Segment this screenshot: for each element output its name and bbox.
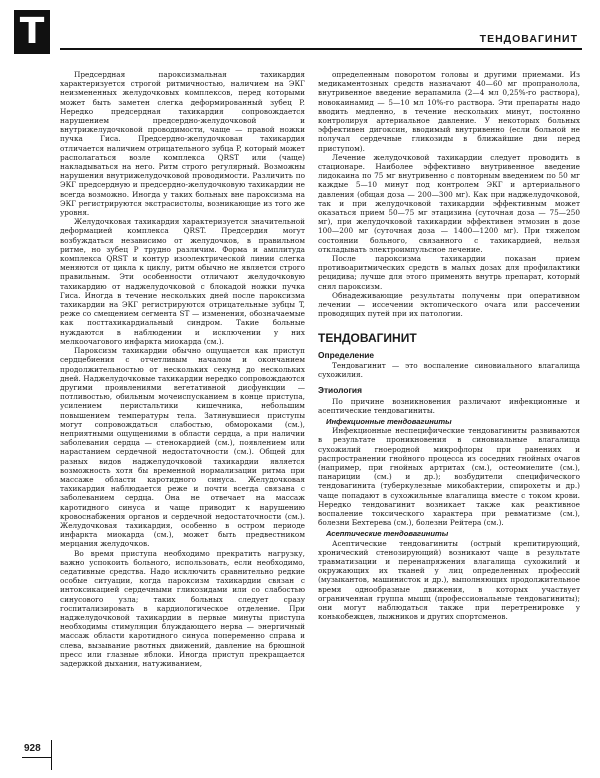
etiology-heading: Этиология — [318, 385, 362, 396]
infectious-text: Инфекционные неспецифические тендовагиниты развиваются в результате проникновения в синовиальные влагалища сухожилий гноеродной микрофлоры при ранениях и распространении гнойного процесса из соседних гнойных очагов (например, при гнойных артритах (см.), остеомиелите (см.), панариции (см.) и др.); возбудители специфического тендовагинита (туберкулезные микобактерии, спирохеты и др.) чаще попадают в сухожильные влагалища вместе с током крови. Нередко тендовагинит возникает также как реактивное воспаление токсического характера при ревматизме (см.), болезни Бехтерева (см.), болезни Рейтера (см.). — [318, 426, 580, 528]
paragraph: Пароксизм тахикардии обычно ощущается как приступ сердцебиения с отчетливым началом и окончанием продолжительностью от нескольких секунд до нескольких дней. Наджелудочковые тахикардии нередко сопровождаются другими проявлениями вегетативной дисфункции — потливостью, обильным мочеиспусканием в конце приступа, усилением перистальтики кишечника, небольшим повышением температуры тела. Затянувшиеся приступы могут сопровождаться слабостью, обмороками (см.), неприятными ощущениями в области сердца, а при наличии заболевания сердца — стенокардией (см.), появлением или нарастанием сердечной недостаточности (см.). Общей для разных видов наджелудочковой тахикардии является возможность хотя бы временной нормализации ритма при массаже области каротидного синуса. Желудочковая тахикардия наблюдается реже и почти всегда связана с заболеванием сердца. Она не отвечает на массаж каротидного синуса и чаще приводит к нарушению кровоснабжения органов и сердечной недостаточности (см.). Желудочковая тахикардия, особенно в остром периоде инфаркта миокарда (см.), может быть предвестником мерцания желудочков. — [60, 346, 305, 549]
footer-rule — [22, 757, 52, 758]
definition-text: Тендовагинит — это воспаление синовиального влагалища сухожилия. — [318, 360, 580, 380]
paragraph: Предсердная пароксизмальная тахикардия характеризуется строгой ритмичностью, наличием на ЭКГ неизмененных желудочковых комплексов, перед которыми может быть заметен слегка деформированный зубец P. Нередко предсердная тахикардия сопровождается нарушением предсердно-желудочковой и внутрижелудочковой проводимости, чаще — правой ножки пучка Гиса. Предсердно-желудочковая тахикардия отличается наличием отрицательного зубца P, который может располагаться возле комплекса QRST или (чаще) накладываться на него. Ритм строго регулярный. Возможны нарушения внутрижелудочковой проводимости. Различить по ЭКГ предсердную и предсердно-желудочковую тахикардии не всегда возможно. Иногда у таких больных вне пароксизма на ЭКГ регистрируются экстрасистолы, возникающие из того же уровня. — [60, 70, 305, 218]
aseptic-text: Асептические тендовагиниты (острый крепитирующий, хронический стенозирующий) возникают чаще в результате травматизации и перенапряжения влагалища сухожилий и окружающих их тканей у лиц определенных профессий (музыкантов, машинисток и др.), выполняющих продолжительное время однообразные движения, в которых участвует ограниченная группа мышц (профессиональные тендовагиниты); они могут наблюдаться также при перетренировке у конькобежцев, лыжников и других спортсменов. — [318, 538, 580, 622]
paragraph: Обнадеживающие результаты получены при оперативном лечении — иссечении эктопического очага или рассечении проводящих путей при их патологии. — [318, 290, 580, 319]
page-number: 928 — [24, 743, 41, 754]
infectious-heading: Инфекционные тендовагиниты — [326, 416, 452, 426]
running-title: ТЕНДОВАГИНИТ — [479, 33, 578, 45]
paragraph: Лечение желудочковой тахикардии следует проводить в стационаре. Наиболее эффективно внутривенное введение лидокаина по 75 мг внутривенно с повторным введением по 50 мг каждые 5—10 минут под контролем ЭКГ и артериального давления (общая доза — 200—300 мг). Как при наджелудочковой, так и при желудочковой тахикардии эффективным может оказаться прием 50—75 мг этацизина (суточная доза — 75—250 мг), при желудочковой тахикардии эффективен этмозин в дозе 100—200 мг (суточная доза — 1400—1200 мг). При тяжелом состоянии больного, связанного с тахикардией, нельзя откладывать электроимпульсное лечение. — [318, 152, 580, 254]
paragraph: Желудочковая тахикардия характеризуется значительной деформацией комплекса QRST. Предсердия могут возбуждаться независимо от желудочков, в правильном ритме, но зубец P трудно различим. Форма и амплитуда комплекса QRST и контур изоэлектрической линии слегка меняются от цикла к циклу, ритм обычно не является строго правильным. Эти особенности отличают желудочковую тахикардию от наджелудочковой с блокадой ножки пучка Гиса. Иногда в течение нескольких дней после пароксизма тахикардии на ЭКГ регистрируются отрицательные зубцы T, реже со смещением сегмента ST — изменения, обозначаемые как посттахикардиальный синдром. Такие больные нуждаются в наблюдении и исключении у них мелкоочагового инфаркта миокарда (см.). — [60, 217, 305, 346]
right-column — [318, 70, 580, 621]
footer-rule-vertical — [51, 740, 52, 770]
left-column — [60, 70, 305, 668]
paragraph: Во время приступа необходимо прекратить нагрузку, важно успокоить больного, использовать, если необходимо, седативные средства. Надо исключить сравнительно редкие особые ситуации, когда пароксизм тахикардии связан с интоксикацией сердечными гликозидами или со слабостью синусового узла; таких больных следует сразу госпитализировать в кардиологическое отделение. При наджелудочковой тахикардии в первые минуты приступа необходимы стимуляция блуждающего нерва — энергичный массаж области каротидного синуса попеременно справа и слева, вызывание рвотных движений, давление на брюшной пресс или глазные яблоки. Иногда приступ прекращается задержкой дыхания, натуживанием, — [60, 548, 305, 668]
section-letter-tab: Т — [14, 10, 50, 54]
article-title: ТЕНДОВАГИНИТ — [318, 331, 417, 346]
etiology-text: По причине возникновения различают инфекционные и асептические тендовагиниты. — [318, 396, 580, 415]
paragraph: определенным поворотом головы и другими приемами. Из медикаментозных средств назначают 40—60 мг пропранолола, внутривенное введение верапамила (2—4 мл 0,25%-го раствора), новокаинамид — 5—10 мл 10%-го раствора. Эти препараты надо вводить медленно, в течение нескольких минут, постоянно контролируя артериальное давление. У некоторых больных эффективен дигоксин, вводимый внутривенно (если больной не получал сердечные гликозиды в ближайшие дни перед приступом). — [318, 70, 580, 153]
paragraph: После пароксизма тахикардии показан прием противоаритмических средств в малых дозах для профилактики рецидива; лучше для этого применять внутрь препарат, который снял пароксизм. — [318, 254, 580, 291]
header-rule — [60, 48, 582, 50]
aseptic-heading: Асептические тендовагиниты — [326, 529, 449, 539]
definition-heading: Определение — [318, 349, 375, 360]
